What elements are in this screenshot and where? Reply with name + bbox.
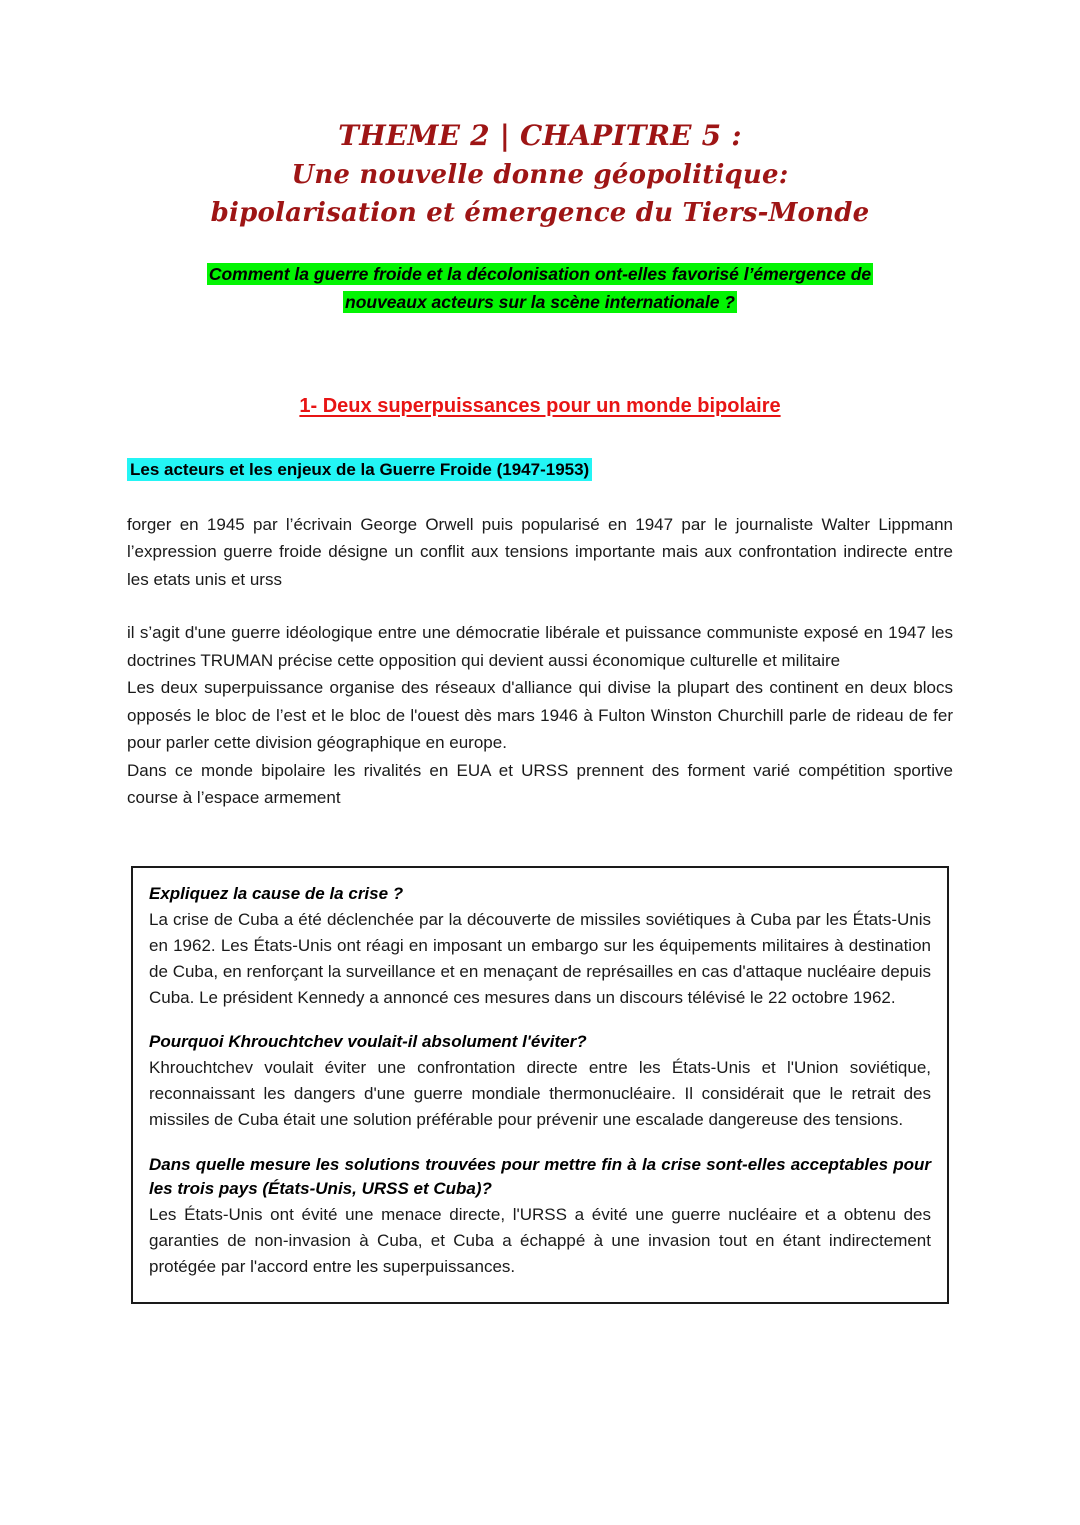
qa-item bbox=[149, 1030, 931, 1133]
qa-answer: Les États-Unis ont évité une menace directe, l'URSS a évité une guerre nucléaire et a obtenu des garanties de non-invasion à Cuba, et Cuba a échappé à une invasion tout en étant indirectement protégée par l'accord entre les superpuissances. bbox=[149, 1205, 931, 1276]
problematique-line-2-wrapper bbox=[0, 289, 1080, 317]
qa-answer: La crise de Cuba a été déclenchée par la découverte de missiles soviétiques à Cuba par les États-Unis en 1962. Les États-Unis ont réagi en imposant un embargo sur les équipements militaires à destination de Cuba, en renforçant la surveillance et en menaçant de représailles en cas d'attaque nucléaire depuis Cuba. Le président Kennedy a annoncé ces mesures dans un discours télévisé le 22 octobre 1962. bbox=[149, 910, 931, 1007]
qa-answer: Khrouchtchev voulait éviter une confrontation directe entre les États-Unis et l'Union soviétique, reconnaissant les dangers d'une guerre mondiale thermonucléaire. Il considérait que le retrait des missiles de Cuba était une solution préférable pour prévenir une escalade dangereuse des tensions. bbox=[149, 1058, 931, 1130]
body-text-area bbox=[127, 511, 953, 812]
qa-question: Expliquez la cause de la crise ? bbox=[149, 883, 404, 903]
document-title-line-3: bipolarisation et émergence du Tiers-Monde bbox=[210, 198, 870, 229]
qa-question: Dans quelle mesure les solutions trouvées pour mettre fin à la crise sont-elles acceptables pour les trois pays (États-Unis, URSS et Cuba)? bbox=[149, 1154, 931, 1199]
body-paragraph-2: il s’agit d'une guerre idéologique entre une démocratie libérale et puissance communiste exposé en 1947 les doctrines TRUMAN précise cette opposition qui devient aussi économique culturelle et militaire bbox=[127, 623, 953, 670]
problematique-line-1-wrapper bbox=[0, 261, 1080, 289]
problematique-block bbox=[0, 261, 1080, 317]
problematique-line-1: Comment la guerre froide et la décolonisation ont-elles favorisé l’émergence de bbox=[208, 263, 872, 284]
document-title-line-2: Une nouvelle donne géopolitique: bbox=[291, 160, 789, 191]
document-title-block bbox=[0, 0, 1080, 231]
qa-box bbox=[131, 866, 949, 1304]
qa-item bbox=[149, 1153, 931, 1280]
qa-item bbox=[149, 882, 931, 1010]
qa-question: Pourquoi Khrouchtchev voulait-il absolument l'éviter? bbox=[149, 1032, 587, 1052]
subheading-block bbox=[127, 460, 1080, 480]
section-heading-1: 1- Deux superpuissances pour un monde bipolaire bbox=[299, 394, 781, 417]
problematique-line-2: nouveaux acteurs sur la scène internationale ? bbox=[345, 291, 735, 312]
body-paragraph-1: forger en 1945 par l’écrivain George Orwell puis popularisé en 1947 par le journaliste Walter Lippmann l’expression guerre froide désigne un conflit aux tensions importante mais aux confrontation indirecte entre les etats unis et urss bbox=[127, 514, 953, 589]
body-paragraph-4: Dans ce monde bipolaire les rivalités en EUA et URSS prennent des forment varié compétition sportive course à l’espace armement bbox=[127, 760, 953, 808]
body-paragraph-3: Les deux superpuissance organise des réseaux d'alliance qui divise la plupart des continent en deux blocs opposés le bloc de l’est et le bloc de l'ouest dès mars 1946 à Fulton Winston Churchill parle de rideau de fer pour parler cette division géographique en europe. bbox=[127, 678, 953, 753]
document-title-line-1: THEME 2 | CHAPITRE 5 : bbox=[338, 119, 742, 152]
subheading-text: Les acteurs et les enjeux de la Guerre Froide (1947-1953) bbox=[127, 458, 592, 481]
